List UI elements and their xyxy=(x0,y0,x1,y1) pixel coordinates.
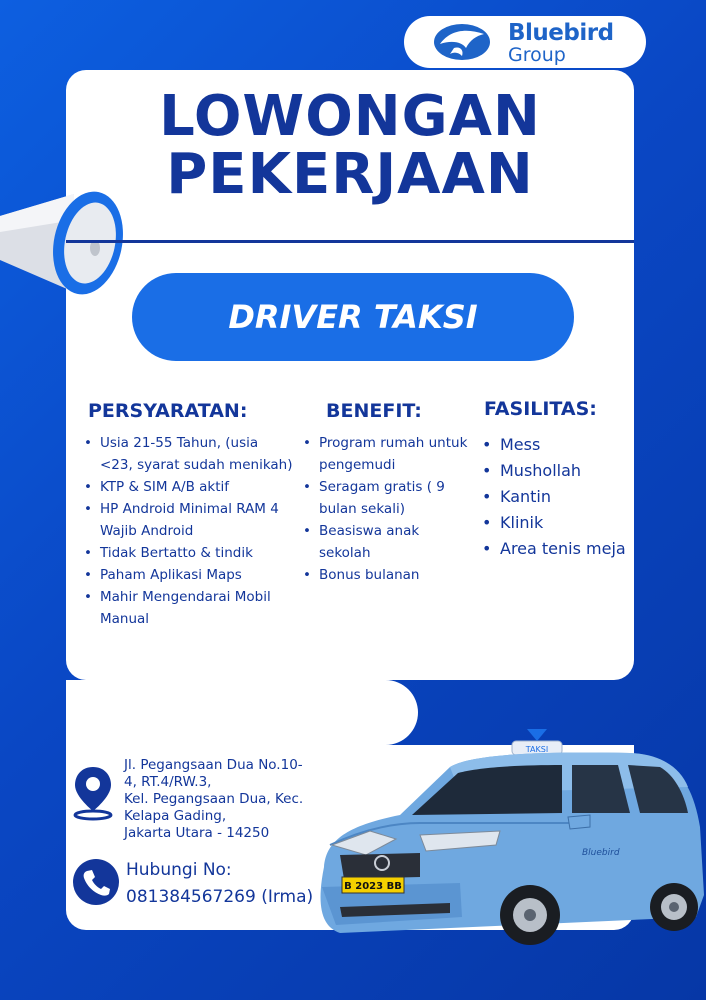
license-plate: B 2023 BB xyxy=(344,881,402,892)
list-item: • Seragam gratis ( 9 bulan sekali) xyxy=(303,476,473,520)
phone-icon xyxy=(72,858,120,906)
contact-info xyxy=(126,857,313,911)
list-item: • KTP & SIM A/B aktif xyxy=(84,476,294,498)
list-item: • Bonus bulanan xyxy=(303,564,473,586)
location-pin-icon xyxy=(72,765,114,821)
benefits-heading: BENEFIT: xyxy=(326,400,422,422)
address-line: Jakarta Utara - 14250 xyxy=(124,825,270,841)
contact-label: Hubungi No: xyxy=(126,860,232,880)
brand-logo xyxy=(404,16,646,68)
address-line: Kel. Pegangsaan Dua, Kec. xyxy=(124,791,304,807)
contact-phone[interactable]: 081384567269 (Irma) xyxy=(126,887,314,907)
facilities-heading: FASILITAS: xyxy=(484,398,597,420)
list-item: • Paham Aplikasi Maps xyxy=(84,564,294,586)
address-line: Kelapa Gading, xyxy=(124,808,227,824)
list-item: • Program rumah untuk pengemudi xyxy=(303,432,473,476)
requirements-list xyxy=(84,432,294,630)
list-item: • Mahir Mengendarai Mobil Manual xyxy=(84,586,294,630)
poster-title xyxy=(66,84,634,207)
benefits-list xyxy=(303,432,473,586)
job-position-badge: DRIVER TAKSI xyxy=(132,273,574,361)
list-item: • HP Android Minimal RAM 4 Wajib Android xyxy=(84,498,294,542)
list-item: • Tidak Bertatto & tindik xyxy=(84,542,294,564)
roof-sign-text: TAKSI xyxy=(525,745,549,754)
list-item: • Klinik xyxy=(482,510,632,536)
list-item: • Mushollah xyxy=(482,458,632,484)
facilities-list xyxy=(482,432,632,562)
list-item: • Kantin xyxy=(482,484,632,510)
title-line-2: PEKERJAAN xyxy=(166,142,534,207)
list-item: • Area tenis meja xyxy=(482,536,632,562)
list-item: • Beasiswa anak sekolah xyxy=(303,520,473,564)
address-line: 4, RT.4/RW.3, xyxy=(124,774,212,790)
side-logo-text: Bluebird xyxy=(582,848,620,858)
brand-name: Bluebird xyxy=(508,20,614,46)
divider xyxy=(66,240,634,243)
title-line-1: LOWONGAN xyxy=(159,84,541,149)
requirements-heading: PERSYARATAN: xyxy=(88,400,248,422)
list-item: • Mess xyxy=(482,432,632,458)
brand-subname: Group xyxy=(508,44,566,66)
address-line: Jl. Pegangsaan Dua No.10- xyxy=(124,757,303,773)
bluebird-logo-icon xyxy=(432,22,496,62)
list-item: • Usia 21-55 Tahun, (usia <23, syarat sudah menikah) xyxy=(84,432,294,476)
taxi-car-image xyxy=(300,727,706,970)
